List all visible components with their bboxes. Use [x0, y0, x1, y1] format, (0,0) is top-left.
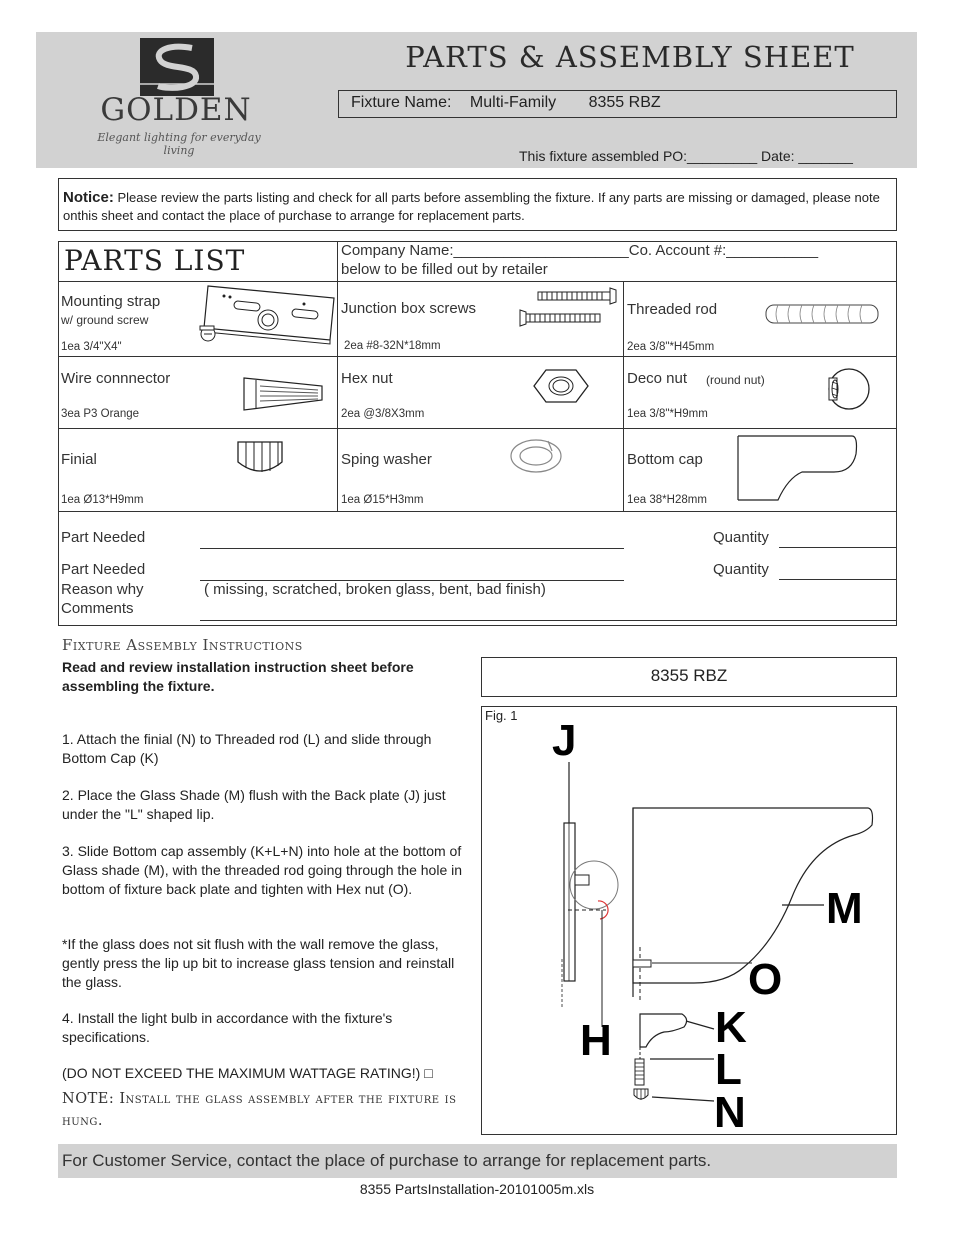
label-o: O — [748, 955, 783, 1004]
bottom-cap-icon — [734, 434, 860, 504]
part-spec: 1ea 38*H28mm — [627, 494, 707, 506]
part-spec: 1ea 3/4"X4" — [61, 341, 122, 353]
instruction-step: 3. Slide Bottom cap assembly (K+L+N) into hole at the bottom of Glass shade (M), with the threaded rod going through the hole in bottom of fixture back plate and tighten with Hex nut (O). — [62, 843, 463, 897]
label-k: K — [715, 1003, 747, 1052]
part-spec: 2ea @3/8X3mm — [341, 408, 425, 420]
notice-box — [58, 178, 897, 231]
customer-service-banner: For Customer Service, contact the place of purchase to arrange for replacement parts. — [58, 1144, 897, 1178]
golden-logo-icon — [140, 38, 214, 96]
part-name: Finial — [61, 451, 97, 468]
logo-wordmark: GOLDEN — [100, 92, 252, 128]
instruction-step: 1. Attach the finial (N) to Threaded rod (L) and slide through Bottom Cap (K) — [62, 731, 432, 766]
part-needed-label: Part Needed — [61, 529, 146, 546]
retailer-note: below to be filled out by retailer — [341, 261, 548, 278]
po-date-line: This fixture assembled PO:_________ Date: _______ — [519, 148, 853, 164]
divider — [58, 281, 897, 282]
assembly-diagram — [482, 707, 896, 1134]
install-note: NOTE: Install the glass assembly after the fixture is hung. — [62, 1091, 457, 1129]
part-subtext: (round nut) — [706, 373, 765, 387]
screws-icon — [516, 286, 622, 332]
divider — [623, 281, 624, 511]
spring-washer-icon — [508, 437, 564, 475]
part-name: Wire connnector — [61, 370, 171, 387]
page-title: PARTS & ASSEMBLY SHEET — [405, 40, 855, 74]
label-h: H — [580, 1016, 612, 1065]
label-l: L — [715, 1045, 742, 1094]
part-name: Hex nut — [341, 370, 393, 387]
part-name: Sping washer — [341, 451, 432, 468]
part-spec: 2ea 3/8"*H45mm — [627, 341, 715, 353]
quantity-field[interactable] — [779, 579, 897, 580]
logo-tagline: Elegant lighting for everyday living — [97, 131, 261, 157]
parts-list-title: PARTS LIST — [64, 244, 246, 277]
wattage-warning: (DO NOT EXCEED THE MAXIMUM WATTAGE RATING!) □ — [62, 1065, 433, 1081]
wire-connector-icon — [238, 372, 324, 414]
part-subtext: w/ ground screw — [61, 313, 149, 327]
hex-nut-icon — [532, 366, 590, 406]
finial-icon — [234, 440, 286, 476]
divider — [337, 241, 338, 511]
part-name: Junction box screws — [341, 300, 477, 317]
part-needed-label: Part Needed — [61, 561, 146, 578]
threaded-rod-icon — [764, 302, 880, 326]
quantity-label: Quantity — [713, 561, 769, 578]
label-j: J — [552, 716, 577, 765]
reason-label: Reason why — [61, 581, 144, 598]
notice-label: Notice: — [63, 189, 114, 206]
divider — [58, 428, 897, 429]
fixture-name-box — [338, 90, 897, 118]
file-name: 8355 PartsInstallation-20101005m.xls — [359, 1181, 595, 1197]
comments-label: Comments — [61, 600, 134, 617]
fixture-model: 8355 RBZ — [588, 94, 661, 111]
part-spec: 1ea 3/8"*H9mm — [627, 408, 708, 420]
mounting-strap-icon — [194, 282, 336, 350]
part-spec: 3ea P3 Orange — [61, 408, 140, 420]
divider — [58, 356, 897, 357]
part-needed-field[interactable] — [200, 548, 624, 549]
fixture-label: Fixture Name: — [351, 94, 452, 111]
quantity-field[interactable] — [779, 547, 897, 548]
instructions-intro: Read and review installation instruction sheet before assembling the fixture. — [62, 659, 414, 694]
reason-options: ( missing, scratched, broken glass, bent, bad finish) — [204, 581, 546, 598]
instructions-title: Fixture Assembly Instructions — [62, 636, 303, 654]
quantity-label: Quantity — [713, 529, 769, 546]
part-name: Threaded rod — [627, 301, 718, 318]
part-name: Mounting strap — [61, 293, 161, 310]
company-name-line: Company Name:_____________________Co. Account #:___________ — [341, 242, 819, 259]
label-n: N — [714, 1088, 746, 1134]
comments-field[interactable] — [200, 620, 897, 621]
divider — [58, 511, 897, 512]
fixture-name: Multi-Family — [469, 94, 557, 111]
part-name: Deco nut — [627, 370, 688, 387]
figure-label: Fig. 1 — [485, 708, 518, 723]
model-box: 8355 RBZ — [481, 657, 897, 697]
part-spec: 1ea Ø15*H3mm — [341, 494, 424, 506]
label-m: M — [826, 884, 863, 933]
instruction-step: 2. Place the Glass Shade (M) flush with the Back plate (J) just under the "L" shaped lip. — [62, 787, 446, 822]
instruction-warning: *If the glass does not sit flush with the wall remove the glass, gently press the lip up bit to increase glass tension and reinstall the glass. — [62, 936, 455, 990]
deco-nut-icon — [826, 364, 872, 414]
part-spec: 2ea #8-32N*18mm — [344, 340, 441, 352]
part-spec: 1ea Ø13*H9mm — [61, 494, 144, 506]
notice-text: Please review the parts listing and check for all parts before assembling the fixture. If any parts are missing or damaged, please note onthis sheet and contact the place of purchase to arrange for replacement parts. — [63, 190, 880, 223]
part-name: Bottom cap — [627, 451, 703, 468]
instruction-step: 4. Install the light bulb in accordance with the fixture's specifications. — [62, 1010, 393, 1045]
